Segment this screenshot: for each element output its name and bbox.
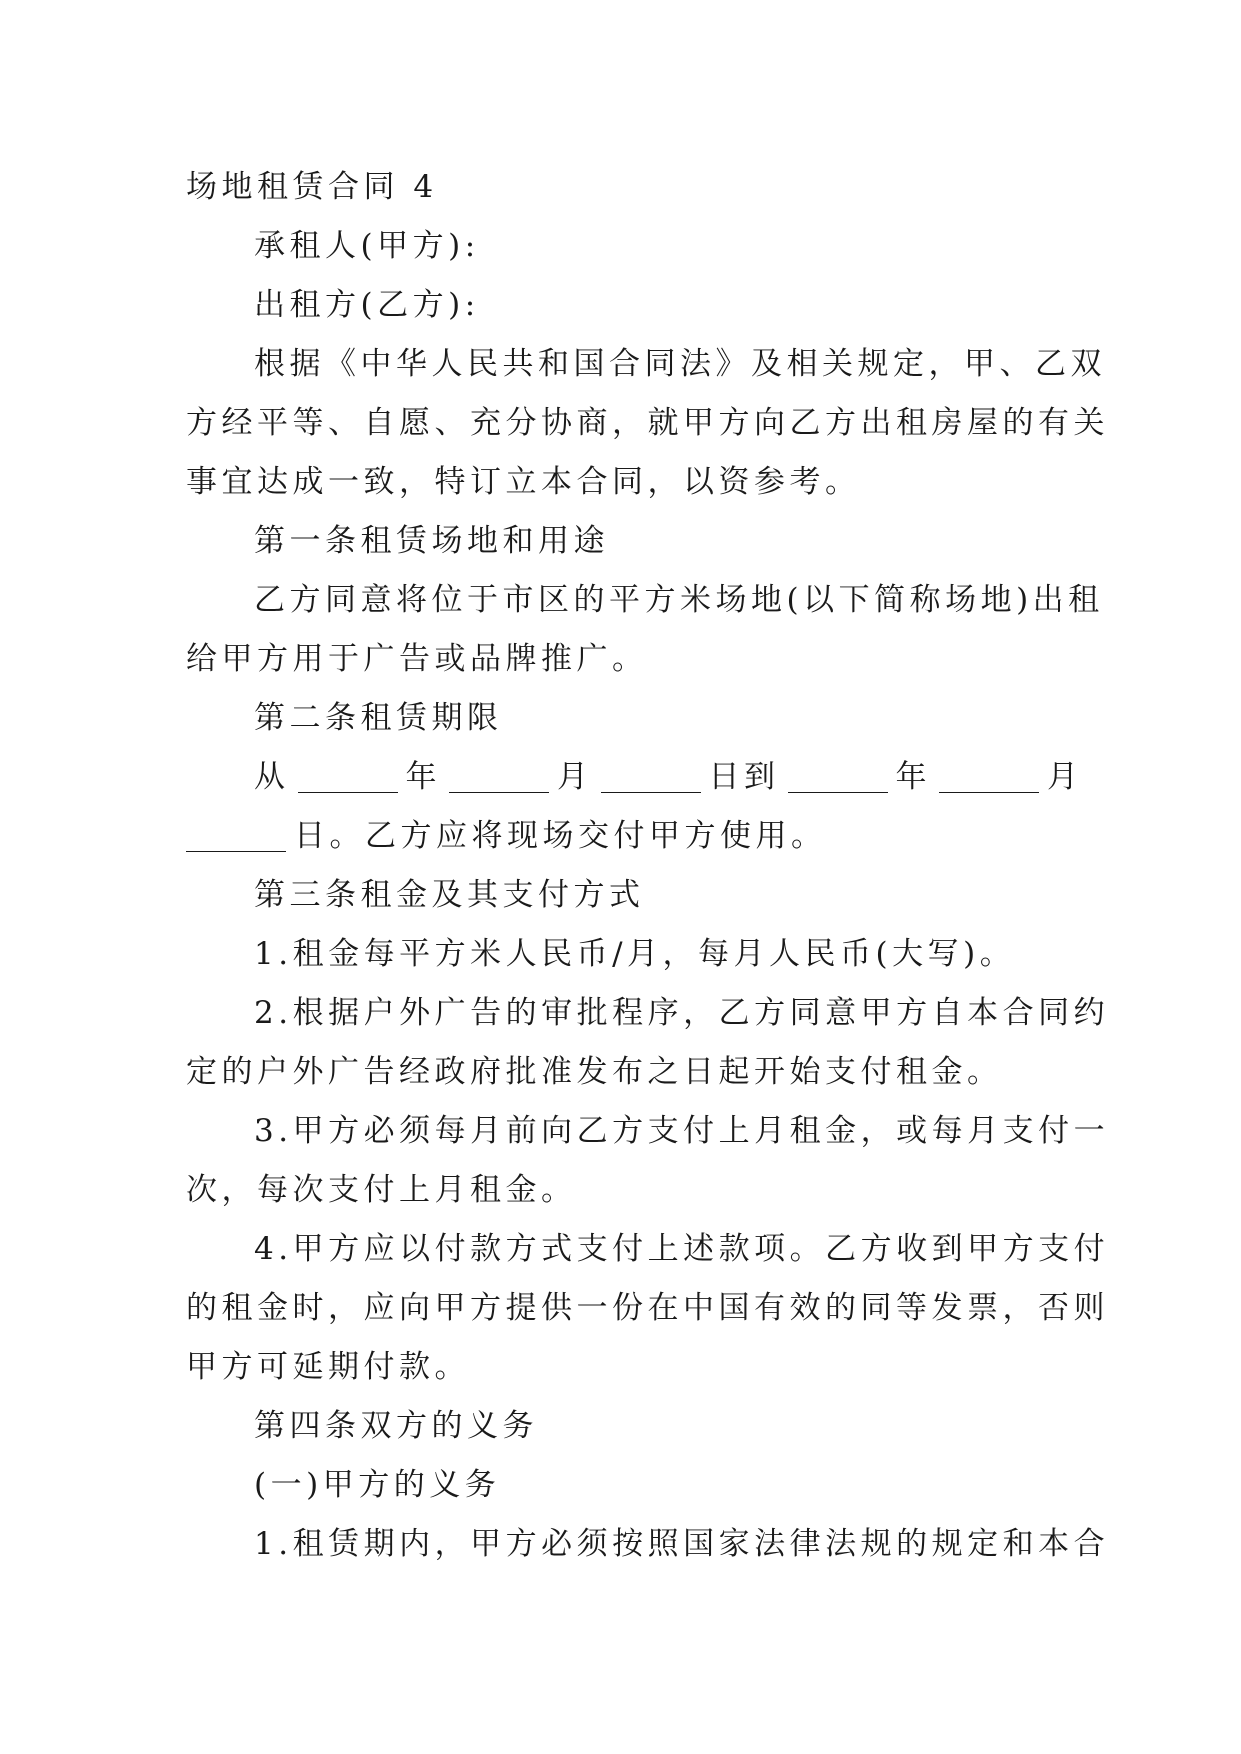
article-3-heading: 第三条租金及其支付方式	[254, 877, 645, 913]
article-3-item-4-cont: 甲方可延期付款。	[186, 1349, 470, 1385]
article-1-text-line: 乙方同意将位于市区的平方米场地(以下简称场地)出租	[254, 582, 1104, 618]
article-2-text: 日。乙方应将现场交付甲方使用。	[294, 818, 827, 854]
end-month-blank	[939, 762, 1039, 793]
article-3-item-4: 4.甲方应以付款方式支付上述款项。乙方收到甲方支付	[254, 1231, 1110, 1267]
intro-paragraph-line: 根据《中华人民共和国合同法》及相关规定，甲、乙双	[254, 346, 1106, 382]
start-year-blank	[298, 762, 398, 793]
month-label: 月	[557, 759, 593, 795]
start-month-blank	[449, 762, 549, 793]
month-label: 月	[1047, 759, 1083, 795]
from-label: 从	[254, 759, 290, 795]
article-3-item-4-cont: 的租金时，应向甲方提供一份在中国有效的同等发票，否则	[186, 1290, 1109, 1326]
year-label: 年	[405, 759, 441, 795]
document-title: 场地租赁合同 4	[186, 169, 438, 205]
end-day-blank	[186, 821, 286, 852]
article-3-item-2: 2.根据户外广告的审批程序，乙方同意甲方自本合同约	[254, 995, 1110, 1031]
article-2-heading: 第二条租赁期限	[254, 700, 503, 736]
year-label: 年	[895, 759, 931, 795]
contract-body	[186, 158, 1110, 1574]
article-1-text-line: 给甲方用于广告或品牌推广。	[186, 641, 648, 677]
article-4-subheading: (一)甲方的义务	[254, 1467, 501, 1503]
article-3-item-1: 1.租金每平方米人民币/月，每月人民币(大写)。	[254, 936, 1016, 972]
article-3-item-3-cont: 次，每次支付上月租金。	[186, 1172, 577, 1208]
day-to-label: 日到	[708, 759, 780, 795]
article-4-item-1: 1.租赁期内，甲方必须按照国家法律法规的规定和本合	[254, 1526, 1110, 1562]
lessee-line: 承租人(甲方):	[254, 228, 480, 264]
article-4-heading: 第四条双方的义务	[254, 1408, 538, 1444]
article-2-date-line	[186, 748, 1083, 807]
end-year-blank	[788, 762, 888, 793]
article-3-item-3: 3.甲方必须每月前向乙方支付上月租金，或每月支付一	[254, 1113, 1110, 1149]
lessor-line: 出租方(乙方):	[254, 287, 480, 323]
article-2-date-line-2	[186, 807, 1046, 866]
article-1-heading: 第一条租赁场地和用途	[254, 523, 609, 559]
intro-paragraph-line: 方经平等、自愿、充分协商，就甲方向乙方出租房屋的有关	[186, 405, 1109, 441]
start-day-blank	[601, 762, 701, 793]
intro-paragraph-line: 事宜达成一致，特订立本合同，以资参考。	[186, 464, 861, 500]
article-3-item-2-cont: 定的户外广告经政府批准发布之日起开始支付租金。	[186, 1054, 1003, 1090]
